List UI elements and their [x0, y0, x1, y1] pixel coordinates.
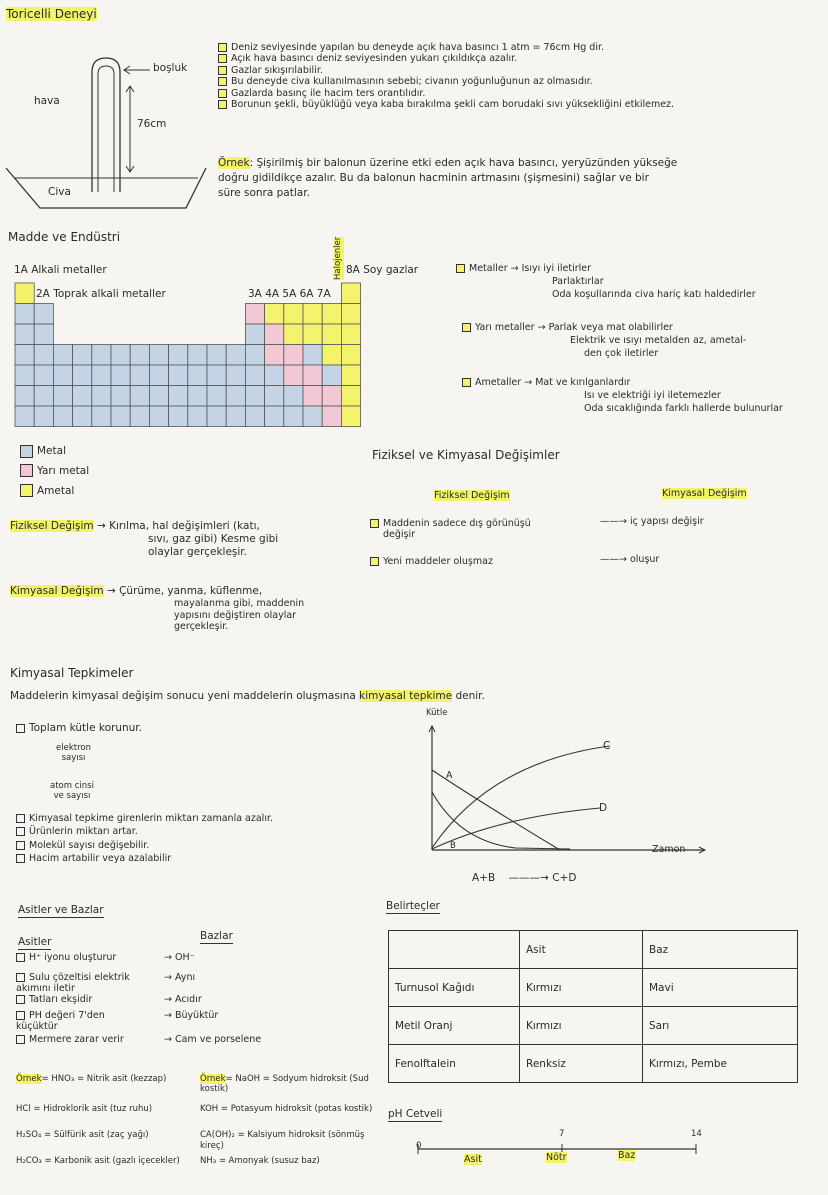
curve-label-b: B: [450, 841, 456, 851]
element-cell: [284, 386, 303, 407]
element-cell: [322, 304, 341, 325]
element-cell: [15, 345, 34, 366]
element-cell: [245, 406, 264, 427]
element-cell: [130, 365, 149, 386]
element-cell: [245, 345, 264, 366]
base-example: Örnek= NaOH = Sodyum hidroksit (Sud kostik): [200, 1074, 369, 1094]
element-cell: [322, 406, 341, 427]
element-cell: [303, 365, 322, 386]
element-cell: [226, 386, 245, 407]
torricelli-example: Örnek: Şişirilmiş bir balonun üzerine etki eden açık hava basıncı, yeryüzünden yükseğe doğru gidildikçe azalır. Bu da balonun hacminin artmasını (şişmesini) sağlar ve bir süre sonra patlar.: [218, 157, 678, 200]
element-cell: [34, 324, 53, 345]
element-cell: [34, 365, 53, 386]
element-cell: [265, 304, 284, 325]
change-row-2-right: ——→ oluşur: [600, 554, 660, 565]
list-item: Borunun şekli, büyüklüğü veya kaba bırakılma şekli cam borudaki sıvı yüksekliğini etkilemez.: [218, 99, 674, 110]
elements-title: Madde ve Endüstri: [8, 230, 121, 244]
element-cell: [245, 365, 264, 386]
element-cell: [265, 406, 284, 427]
element-cell: [15, 406, 34, 427]
table-row: Fenolftalein Renksiz Kırmızı, Pembe: [389, 1045, 798, 1083]
element-cell: [265, 324, 284, 345]
element-cell: [322, 345, 341, 366]
label-height: 76cm: [137, 118, 167, 130]
element-cell: [303, 304, 322, 325]
element-cell: [284, 365, 303, 386]
chemical-def: Kimyasal Değişim → Çürüme, yanma, küflenme, mayalanma gibi, maddenin yapısını değiştiren olaylar gerçekleşir.: [10, 585, 305, 632]
table-row: Mermere zarar verir → Cam ve porselene: [16, 1034, 376, 1050]
base-examples: KOH = Potasyum hidroksit (potas kostik) CA(OH)₂ = Kalsiyum hidroksit (sönmüş kireç) NH₃ = Amonyak (susuz baz): [200, 1104, 373, 1166]
element-cell: [130, 345, 149, 366]
element-cell: [73, 345, 92, 366]
list-item: Deniz seviyesinde yapılan bu deneyde açık hava basıncı 1 atm = 76cm Hg dir.: [218, 42, 674, 53]
curve-a: [432, 770, 560, 850]
element-cell: [15, 386, 34, 407]
label-air: hava: [34, 95, 60, 107]
element-cell: [303, 406, 322, 427]
curve-d: [432, 808, 600, 849]
mass-conserved: Toplam kütle korunur.: [16, 722, 142, 735]
acid-examples: HCl = Hidroklorik asit (tuz ruhu) H₂SO₄ = Sülfürik asit (zaç yağı) H₂CO₃ = Karbonik asit (gazlı içecekler): [16, 1104, 180, 1166]
element-cell: [188, 345, 207, 366]
element-cell: [284, 345, 303, 366]
element-cell: [265, 386, 284, 407]
table-row: H⁺ iyonu oluşturur → OH⁻: [16, 952, 376, 972]
element-cell: [188, 386, 207, 407]
element-cell: [284, 406, 303, 427]
element-cell: [111, 345, 130, 366]
ph-tick-0: 0: [416, 1141, 422, 1151]
element-cell: [15, 365, 34, 386]
ph-label-acid: Asit: [464, 1154, 482, 1165]
ph-tick-7: 7: [559, 1129, 565, 1139]
label-groups: 3A 4A 5A 6A 7A: [248, 288, 331, 300]
change-row-1-right: ——→ iç yapısı değişir: [600, 516, 704, 527]
torricelli-points: [218, 42, 674, 110]
ph-label-base: Baz: [618, 1150, 636, 1161]
physical-header: Fiziksel Değişim: [434, 490, 510, 501]
table-row: PH değeri 7'den küçüktür → Büyüktür: [16, 1010, 219, 1033]
table-row: Metil Oranj Kırmızı Sarı: [389, 1007, 798, 1045]
ph-title: pH Cetveli: [388, 1108, 442, 1122]
element-cell: [265, 365, 284, 386]
indicators-table: [388, 930, 798, 1083]
element-cell: [341, 406, 360, 427]
label-1a: 1A Alkali metaller: [14, 264, 107, 276]
bases-header: Bazlar: [200, 930, 233, 944]
label-mercury: Civa: [48, 186, 71, 198]
element-cell: [73, 365, 92, 386]
chemical-header: Kimyasal Değişim: [662, 488, 747, 499]
label-gap: boşluk: [153, 62, 188, 74]
graph-y-label: Kütle: [426, 708, 448, 718]
element-cell: [53, 365, 72, 386]
element-cell: [149, 365, 168, 386]
element-cell: [53, 345, 72, 366]
element-cell: [92, 365, 111, 386]
element-cell: [303, 345, 322, 366]
atom-note: atom cinsi ve sayısı: [50, 781, 94, 801]
element-cell: [284, 324, 303, 345]
label-8a: 8A Soy gazlar: [346, 264, 419, 276]
element-cell: [92, 386, 111, 407]
reactions-intro: Maddelerin kimyasal değişim sonucu yeni maddelerin oluşmasına kimyasal tepkime denir.: [10, 690, 485, 702]
list-item: Kimyasal tepkime girenlerin miktarı zamanla azalır.: [16, 812, 273, 825]
reactions-title: Kimyasal Tepkimeler: [10, 666, 134, 680]
element-cell: [149, 386, 168, 407]
nonmetals-notes: Ametaller → Mat ve kırılganlardır Isı ve elektriği iyi iletemezler Oda sıcaklığında farklı hallerde bulunurlar: [462, 377, 783, 415]
element-cell: [207, 365, 226, 386]
element-cell: [207, 406, 226, 427]
legend-nonmetal: Ametal: [20, 482, 89, 502]
list-item: Molekül sayısı değişebilir.: [16, 839, 273, 852]
element-cell: [34, 406, 53, 427]
element-cell: [111, 406, 130, 427]
element-cell: [53, 386, 72, 407]
element-cell: [73, 386, 92, 407]
element-cell: [207, 386, 226, 407]
element-cell: [92, 406, 111, 427]
label-halogen: Halojenler: [333, 236, 343, 280]
ph-label-neutral: Nötr: [546, 1152, 567, 1163]
graph-x-label: Zamon: [652, 844, 686, 855]
element-cell: [34, 386, 53, 407]
element-cell: [169, 386, 188, 407]
acid-base-rows: [16, 952, 376, 1050]
element-cell: [341, 365, 360, 386]
physical-def: Fiziksel Değişim → Kırılma, hal değişimleri (katı, sıvı, gaz gibi) Kesme gibi olaylar gerçekleşir.: [10, 520, 279, 559]
element-cell: [34, 304, 53, 325]
list-item: Gazlar sıkışırılabilir.: [218, 65, 674, 76]
curve-label-c: C: [603, 740, 611, 752]
element-cell: [15, 324, 34, 345]
element-cell: [130, 406, 149, 427]
table-row: Sulu çözeltisi elektrik akımını iletir → Aynı: [16, 972, 196, 995]
element-cell: [265, 345, 284, 366]
list-item: Hacim artabilir veya azalabilir: [16, 852, 273, 865]
element-cell: [226, 365, 245, 386]
change-row-1: Maddenin sadece dış görünüşü değişir: [370, 518, 531, 541]
element-cell: [245, 386, 264, 407]
element-cell: [207, 345, 226, 366]
label-2a: 2A Toprak alkali metaller: [36, 288, 166, 300]
legend-semimetal: Yarı metal: [20, 462, 89, 482]
element-cell: [341, 304, 360, 325]
element-cell: [169, 406, 188, 427]
reaction-points: [16, 812, 273, 865]
element-cell: [284, 304, 303, 325]
curve-label-d: D: [599, 802, 608, 814]
element-cell: [341, 386, 360, 407]
element-cell: [226, 406, 245, 427]
element-cell: [322, 386, 341, 407]
element-cell: [111, 386, 130, 407]
acids-bases-title: Asitler ve Bazlar: [18, 904, 104, 918]
table-row: Asit Baz: [389, 931, 798, 969]
element-cell: [15, 283, 34, 304]
curve-label-a: A: [446, 770, 453, 781]
element-cell: [188, 406, 207, 427]
element-cell: [303, 386, 322, 407]
table-row: Turnusol Kağıdı Kırmızı Mavi: [389, 969, 798, 1007]
element-cell: [303, 324, 322, 345]
element-cell: [322, 324, 341, 345]
element-cell: [34, 345, 53, 366]
ph-tick-14: 14: [691, 1129, 702, 1139]
equation: A+B ———→ C+D: [472, 872, 577, 884]
element-cell: [130, 386, 149, 407]
elements-legend: [20, 442, 89, 502]
indicators-title: Belirteçler: [386, 900, 440, 914]
element-cell: [149, 406, 168, 427]
element-cell: [111, 365, 130, 386]
torricelli-title: Toricelli Deneyi: [6, 7, 97, 21]
element-cell: [341, 283, 360, 304]
element-cell: [341, 345, 360, 366]
curve-c: [432, 746, 610, 848]
list-item: Açık hava basıncı deniz seviyesinden yukarı çıkıldıkça azalır.: [218, 53, 674, 64]
element-cell: [245, 324, 264, 345]
element-cell: [226, 345, 245, 366]
acid-example: Örnek= HNO₃ = Nitrik asit (kezzap): [16, 1074, 167, 1084]
list-item: Gazlarda basınç ile hacim ters orantılıdır.: [218, 88, 674, 99]
changes-title: Fiziksel ve Kimyasal Değişimler: [372, 448, 560, 462]
list-item: Ürünlerin miktarı artar.: [16, 825, 273, 838]
element-cell: [15, 304, 34, 325]
acids-header: Asitler: [18, 936, 51, 950]
list-item: Bu deneyde civa kullanılmasının sebebi; civanın yoğunluğunun az olmasıdır.: [218, 76, 674, 87]
element-cell: [73, 406, 92, 427]
element-cell: [245, 304, 264, 325]
element-cell: [188, 365, 207, 386]
legend-metal: Metal: [20, 442, 89, 462]
semimetals-notes: Yarı metaller → Parlak veya mat olabilirler Elektrik ve ısıyı metalden az, ametal- den çok iletirler: [462, 322, 746, 360]
element-cell: [341, 324, 360, 345]
metals-notes: Metaller → Isıyı iyi iletirler Parlaktırlar Oda koşullarında civa hariç katı haldedirler: [456, 263, 756, 301]
element-cell: [92, 345, 111, 366]
element-cell: [322, 365, 341, 386]
reaction-graph: [420, 722, 720, 862]
element-cell: [169, 365, 188, 386]
change-row-2: Yeni maddeler oluşmaz: [370, 556, 493, 567]
element-cell: [149, 345, 168, 366]
periodic-table: [14, 282, 364, 430]
element-cell: [169, 345, 188, 366]
element-cell: [53, 406, 72, 427]
electron-note: elektron sayısı: [56, 743, 91, 763]
table-row: Tatları ekşidir → Acıdır: [16, 994, 376, 1010]
